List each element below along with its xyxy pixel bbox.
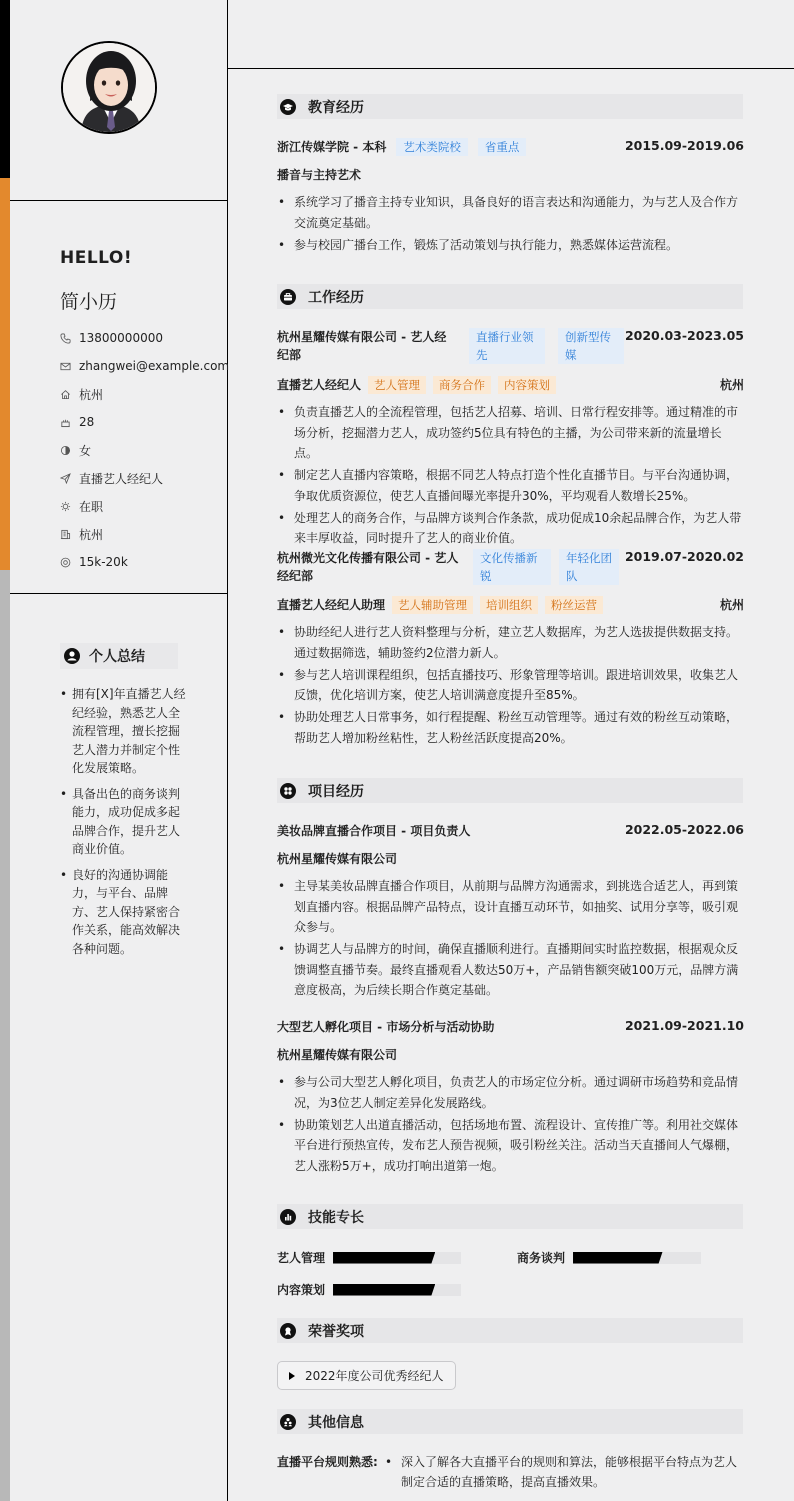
company-tag: 直播行业领先: [469, 328, 545, 364]
users-icon: [280, 1414, 296, 1430]
info-position: [60, 464, 229, 492]
target-city-text: 杭州: [79, 527, 104, 542]
summary-item: • 拥有[X]年直播艺人经纪经验，熟悉艺人全流程管理，擅长挖掘艺人潜力并制定个性化发展策略。: [60, 685, 186, 778]
bullet: •: [385, 1455, 393, 1469]
grid-icon: [280, 783, 296, 799]
sidebar-divider: [10, 593, 228, 594]
skill-bar-fill: [573, 1252, 663, 1264]
project-row: [277, 822, 744, 839]
position-text: 直播艺人经纪人: [79, 471, 164, 486]
education-heading: [277, 94, 743, 119]
avatar: [61, 41, 157, 134]
skill-name: 商务谈判: [517, 1251, 566, 1265]
education-date: 2015.09-2019.06: [624, 138, 744, 153]
skill-bar: [573, 1252, 701, 1264]
project-date: 2021.09-2021.10: [624, 1018, 744, 1033]
major-name: 播音与主持艺术: [277, 168, 362, 182]
other-title: 其他信息: [308, 1414, 364, 1431]
role-row: [277, 596, 744, 614]
send-icon: [60, 473, 71, 484]
list-item: • 处理艺人的商务合作，与品牌方谈判合作条款，成功促成10余起品牌合作，为艺人带来丰厚收益，同时提升了艺人的商业价值。: [277, 508, 743, 549]
company-tag: 文化传播新锐: [473, 549, 551, 585]
email-text: zhangwei@example.com: [79, 359, 230, 373]
info-salary: [60, 548, 229, 576]
project-list: [277, 876, 743, 1002]
info-email: [60, 352, 229, 380]
skill-bar-fill: [333, 1284, 435, 1296]
skills-title: 技能专长: [308, 1209, 364, 1226]
job-duty-list: [277, 622, 743, 750]
company-tag: 年轻化团队: [559, 549, 619, 585]
list-item: • 参与校园广播台工作，锻炼了活动策划与执行能力，熟悉媒体运营流程。: [277, 235, 743, 256]
summary-title: 个人总结: [89, 649, 145, 665]
job-city: 杭州: [719, 598, 744, 612]
briefcase-icon: [280, 289, 296, 305]
education-title: 教育经历: [308, 99, 364, 116]
summary-heading: [60, 643, 178, 669]
company-tag: 创新型传媒: [558, 328, 624, 364]
accent-stripe-gray: [0, 570, 10, 1501]
project-company: 杭州星耀传媒有限公司: [277, 1048, 398, 1062]
info-location: [60, 380, 229, 408]
skill-tag: 培训组织: [480, 596, 538, 614]
salary-icon: [60, 557, 71, 568]
skill-bar-fill: [333, 1252, 435, 1264]
job-row: [277, 328, 744, 364]
company-name: 杭州星耀传媒有限公司 - 艺人经纪部: [277, 330, 447, 362]
other-text: 深入了解各大直播平台的规则和算法，能够根据平台特点为艺人制定合适的直播策略，提高直播效果。: [401, 1455, 738, 1489]
contact-info-list: [60, 324, 229, 576]
project-company-row: [277, 1046, 744, 1063]
award-item[interactable]: [277, 1361, 456, 1390]
home-icon: [60, 389, 71, 400]
project-company: 杭州星耀传媒有限公司: [277, 852, 398, 866]
job-date: 2020.03-2023.05: [624, 328, 744, 343]
education-list: [277, 192, 743, 257]
job-duty-list: [277, 402, 743, 550]
bar-chart-icon: [280, 1209, 296, 1225]
info-gender: [60, 436, 229, 464]
info-age: [60, 408, 229, 436]
project-row: [277, 1018, 744, 1035]
honors-title: 荣誉奖项: [308, 1323, 364, 1340]
status-text: 在职: [79, 499, 104, 514]
other-info-row: [277, 1452, 744, 1492]
phone-icon: [60, 333, 71, 344]
work-title: 工作经历: [308, 289, 364, 306]
info-phone: [60, 324, 229, 352]
info-target-city: [60, 520, 229, 548]
user-icon: [64, 648, 80, 664]
projects-title: 项目经历: [308, 783, 364, 800]
phone-text: 13800000000: [79, 331, 163, 345]
skill-bar: [333, 1284, 461, 1296]
header-divider: [228, 68, 794, 69]
skill-tag: 商务合作: [433, 376, 491, 394]
education-row: [277, 138, 744, 156]
list-item: • 协助处理艺人日常事务，如行程提醒、粉丝互动管理等。通过有效的粉丝互动策略，帮助艺人增加粉丝粘性，艺人粉丝活跃度提高20%。: [277, 707, 743, 748]
sidebar: [10, 0, 228, 1501]
list-item: • 协助策划艺人出道直播活动，包括场地布置、流程设计、宣传推广等。利用社交媒体平台进行预热宣传，发布艺人预告视频，吸引粉丝关注。活动当天直播间人气爆棚，艺人涨粉5万+，成功打响出道第一炮。: [277, 1115, 743, 1177]
skill-item: [277, 1281, 461, 1298]
summary-item: • 良好的沟通协调能力，与平台、品牌方、艺人保持紧密合作关系，能高效解决各种问题。: [60, 866, 186, 959]
school-tag: 省重点: [478, 138, 527, 156]
accent-stripe-orange: [0, 178, 10, 570]
info-status: [60, 492, 229, 520]
skill-name: 艺人管理: [277, 1251, 326, 1265]
cake-icon: [60, 417, 71, 428]
status-icon: [60, 501, 71, 512]
work-heading: [277, 284, 743, 309]
award-icon: [280, 1323, 296, 1339]
location-text: 杭州: [79, 387, 104, 402]
mail-icon: [60, 361, 71, 372]
accent-stripe-black: [0, 0, 10, 178]
project-name: 大型艺人孵化项目 - 市场分析与活动协助: [277, 1020, 495, 1034]
list-item: • 负责直播艺人的全流程管理，包括艺人招募、培训、日常行程安排等。通过精准的市场分析，挖掘潜力艺人，成功签约5位具有特色的主播，为公司带来新的流量增长点。: [277, 402, 743, 464]
sidebar-divider: [10, 200, 228, 201]
building-icon: [60, 529, 71, 540]
age-text: 28: [79, 415, 95, 429]
role-row: [277, 376, 744, 394]
gender-text: 女: [79, 443, 92, 458]
list-item: • 制定艺人直播内容策略，根据不同艺人特点打造个性化直播节目。与平台沟通协调，争取优质资源位，使艺人直播间曝光率提升30%，平均观看人数增长25%。: [277, 465, 743, 506]
hello-heading: HELLO!: [60, 248, 133, 268]
project-company-row: [277, 850, 744, 867]
candidate-name: 简小历: [60, 291, 118, 313]
list-item: • 系统学习了播音主持专业知识，具备良好的语言表达和沟通能力，为与艺人及合作方交流奠定基础。: [277, 192, 743, 233]
major-row: [277, 166, 744, 183]
other-heading: [277, 1409, 743, 1434]
project-date: 2022.05-2022.06: [624, 822, 744, 837]
role-name: 直播艺人经纪人: [277, 378, 362, 392]
school-name: 浙江传媒学院 - 本科: [277, 140, 387, 154]
graduation-cap-icon: [280, 99, 296, 115]
summary-item: • 具备出色的商务谈判能力，成功促成多起品牌合作，提升艺人商业价值。: [60, 785, 186, 859]
job-date: 2019.07-2020.02: [624, 549, 744, 564]
skill-tag: 内容策划: [498, 376, 556, 394]
skill-bar: [333, 1252, 461, 1264]
award-text: 2022年度公司优秀经纪人: [305, 1369, 444, 1383]
job-city: 杭州: [719, 378, 744, 392]
list-item: • 参与艺人培训课程组织，包括直播技巧、形象管理等培训。跟进培训效果，收集艺人反馈，优化培训方案，使艺人培训满意度提升至85%。: [277, 665, 743, 706]
honors-heading: [277, 1318, 743, 1343]
skill-tag: 粉丝运营: [545, 596, 603, 614]
skills-heading: [277, 1204, 743, 1229]
play-icon: [289, 1372, 295, 1380]
job-row: [277, 549, 744, 585]
school-tag: 艺术类院校: [396, 138, 468, 156]
role-name: 直播艺人经纪人助理: [277, 598, 386, 612]
company-name: 杭州微光文化传播有限公司 - 艺人经纪部: [277, 551, 459, 583]
list-item: • 主导某美妆品牌直播合作项目，从前期与品牌方沟通需求，到挑选合适艺人，再到策划直播内容。根据品牌产品特点，设计直播互动环节，如抽奖、试用分享等，吸引观众参与。: [277, 876, 743, 938]
other-label: 直播平台规则熟悉:: [277, 1455, 378, 1469]
summary-list: [60, 685, 186, 965]
salary-text: 15k-20k: [79, 555, 128, 569]
skill-tag: 艺人管理: [368, 376, 426, 394]
skill-item: [277, 1249, 461, 1266]
projects-heading: [277, 778, 743, 803]
skill-tag: 艺人辅助管理: [392, 596, 473, 614]
list-item: • 参与公司大型艺人孵化项目，负责艺人的市场定位分析。通过调研市场趋势和竞品情况，为3位艺人制定差异化发展路线。: [277, 1072, 743, 1113]
list-item: • 协调艺人与品牌方的时间，确保直播顺利进行。直播期间实时监控数据，根据观众反馈调整直播节奏。最终直播观看人数达50万+，产品销售额突破100万元，品牌方满意度极高，为后续长期合作奠定基础。: [277, 939, 743, 1001]
skill-item: [517, 1249, 701, 1266]
gender-icon: [60, 445, 71, 456]
list-item: • 协助经纪人进行艺人资料整理与分析，建立艺人数据库，为艺人选拔提供数据支持。通过数据筛选，辅助签约2位潜力新人。: [277, 622, 743, 663]
project-name: 美妆品牌直播合作项目 - 项目负责人: [277, 824, 471, 838]
skill-name: 内容策划: [277, 1283, 326, 1297]
project-list: [277, 1072, 743, 1178]
